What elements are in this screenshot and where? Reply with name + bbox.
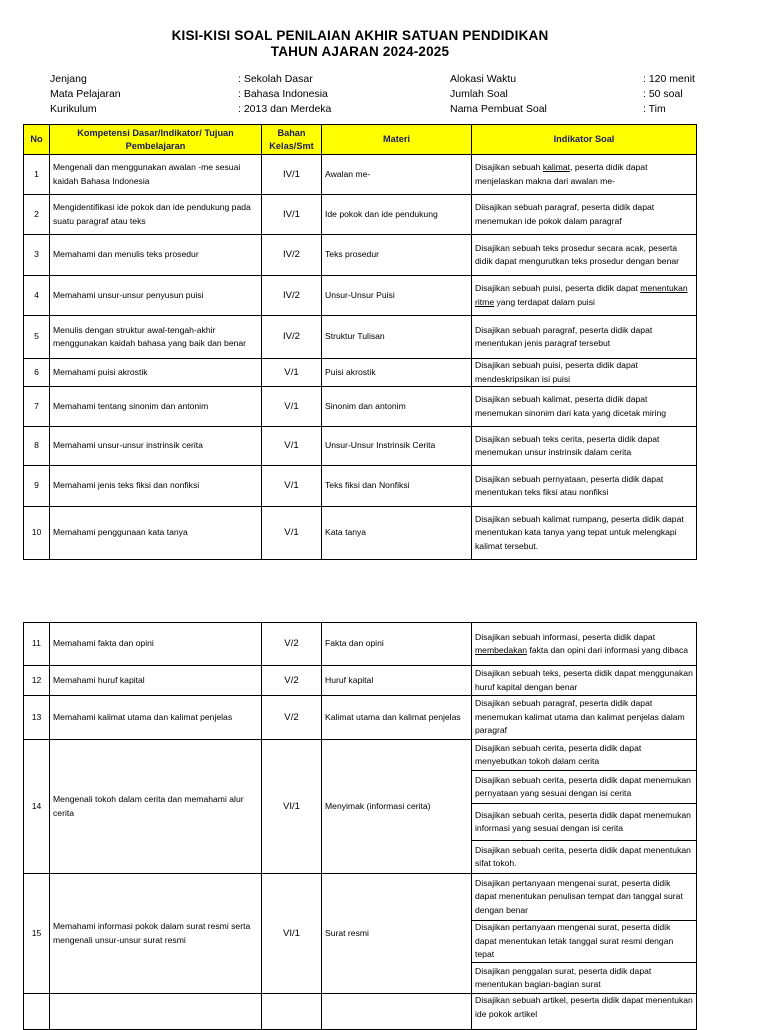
row-kelas: V/1 (262, 359, 322, 387)
header-indikator: Indikator Soal (472, 125, 697, 155)
row-no: 15 (24, 874, 50, 994)
row-materi: Unsur-Unsur Instrinsik Cerita (322, 427, 472, 466)
info-labels-left (50, 72, 121, 117)
row-indikator: Disajikan sebuah teks, peserta didik dapat menggunakan huruf kapital dengan benar (472, 666, 697, 696)
row-indikator: Disajikan sebuah teks prosedur secara acak, peserta didik dapat mengurutkan teks prosedur dengan benar (472, 235, 697, 276)
table-row (24, 874, 697, 921)
indikator-text: Disajikan sebuah puisi, peserta didik dapat (475, 283, 641, 293)
row-kelas: IV/1 (262, 155, 322, 195)
row-kelas: V/2 (262, 666, 322, 696)
row-no: 7 (24, 387, 50, 427)
table-row (24, 696, 697, 740)
row-materi: Unsur-Unsur Puisi (322, 276, 472, 316)
info-value: : Tim (643, 103, 666, 115)
row-no: 5 (24, 316, 50, 359)
row-materi: Puisi akrostik (322, 359, 472, 387)
row-kelas: V/1 (262, 507, 322, 560)
info-values-right (643, 72, 695, 117)
info-value: : Bahasa Indonesia (238, 88, 328, 100)
row-indikator: Disajikan sebuah cerita, peserta didik dapat menemukan informasi yang sesuai dengan isi cerita (472, 804, 697, 841)
info-values-left (238, 72, 331, 117)
row-indikator: Disajikan sebuah cerita, peserta didik dapat menemukan pernyataan yang sesuai dengan isi cerita (472, 771, 697, 804)
row-indikator: Disajikan sebuah puisi, peserta didik dapat mendeskripsikan isi puisi (472, 359, 697, 387)
row-kompetensi: Memahami jenis teks fiksi dan nonfiksi (50, 466, 262, 507)
info-value: : 50 soal (643, 88, 683, 100)
indikator-underlined: menentukan ritme (475, 283, 688, 307)
table-row (24, 427, 697, 466)
table-row (24, 276, 697, 316)
indikator-underlined: kalimat (542, 162, 571, 172)
row-kelas: VI/1 (262, 740, 322, 874)
row-indikator: Disajikan pertanyaan mengenai surat, peserta didik dapat menentukan penulisan tempat dan tanggal surat dengan benar (472, 874, 697, 921)
row-materi: Sinonim dan antonim (322, 387, 472, 427)
row-no: 14 (24, 740, 50, 874)
row-kompetensi: Memahami fakta dan opini (50, 623, 262, 666)
row-kompetensi: Mengidentifikasi ide pokok dan ide pendukung pada suatu paragraf atau teks (50, 195, 262, 235)
info-value: : Sekolah Dasar (238, 73, 313, 85)
row-no: 6 (24, 359, 50, 387)
row-kompetensi: Memahami unsur-unsur penyusun puisi (50, 276, 262, 316)
kisi-kisi-table-2 (23, 622, 697, 1030)
header-materi: Materi (322, 125, 472, 155)
row-materi: Huruf kapital (322, 666, 472, 696)
row-no: 11 (24, 623, 50, 666)
row-indikator (472, 623, 697, 666)
header-kompetensi: Kompetensi Dasar/Indikator/ Tujuan Pembelajaran (50, 125, 262, 155)
row-kelas: IV/2 (262, 235, 322, 276)
row-materi: Kata tanya (322, 507, 472, 560)
indikator-underlined: membedakan (475, 645, 528, 655)
row-kompetensi: Mengenali dan menggunakan awalan -me sesuai kaidah Bahasa Indonesia (50, 155, 262, 195)
info-value: : 2013 dan Merdeka (238, 103, 332, 115)
row-indikator: Diisajikan sebuah paragraf, peserta didik dapat menemukan ide pokok dalam paragraf (472, 195, 697, 235)
row-indikator: Disajikan sebuah cerita, peserta didik dapat menyebutkan tokoh dalam cerita (472, 740, 697, 771)
indikator-text: , peserta didik dapat menjelaskan makna dari awalan me- (475, 162, 648, 186)
row-indikator: Disajikan sebuah paragraf, peserta didik dapat menentukan jenis paragraf tersebut (472, 316, 697, 359)
header-no: No (24, 125, 50, 155)
row-kelas: V/1 (262, 387, 322, 427)
row-materi: Kalimat utama dan kalimat penjelas (322, 696, 472, 740)
info-value: : 120 menit (643, 73, 695, 85)
indikator-text: Disajikan sebuah (475, 162, 543, 172)
table-row (24, 155, 697, 195)
row-indikator: Disajikan sebuah paragraf, peserta didik dapat menemukan kalimat utama dan kalimat penjelas dalam paragraf (472, 696, 697, 740)
row-no: 9 (24, 466, 50, 507)
row-kompetensi: Menulis dengan struktur awal-tengah-akhir menggunakan kaidah bahasa yang baik dan benar (50, 316, 262, 359)
row-kelas: V/2 (262, 623, 322, 666)
table-row (24, 359, 697, 387)
table-row (24, 623, 697, 666)
row-kompetensi: Mengenali tokoh dalam cerita dan memahami alur cerita (50, 740, 262, 874)
indikator-text: Disajikan sebuah informasi, peserta didik dapat (475, 631, 656, 642)
table-row (24, 507, 697, 560)
row-no (24, 994, 50, 1030)
row-materi: Menyimak (informasi cerita) (322, 740, 472, 874)
table-header-row (24, 125, 697, 155)
row-no: 3 (24, 235, 50, 276)
row-indikator: Disajikan sebuah pernyataan, peserta didik dapat menentukan teks fiksi atau nonfiksi (472, 466, 697, 507)
row-kompetensi: Memahami tentang sinonim dan antonim (50, 387, 262, 427)
row-kompetensi: Memahami informasi pokok dalam surat resmi serta mengenali unsur-unsur surat resmi (50, 874, 262, 994)
table-row (24, 666, 697, 696)
document-subtitle: TAHUN AJARAN 2024-2025 (270, 44, 450, 59)
table-row (24, 466, 697, 507)
row-kompetensi: Memahami kalimat utama dan kalimat penjelas (50, 696, 262, 740)
row-indikator: Disajikan sebuah cerita, peserta didik dapat menentukan sifat tokoh. (472, 841, 697, 874)
table-row (24, 235, 697, 276)
row-materi: Awalan me- (322, 155, 472, 195)
row-no: 4 (24, 276, 50, 316)
info-label: Alokasi Waktu (450, 73, 517, 85)
row-kelas: VI/1 (262, 874, 322, 994)
row-kompetensi: Memahami penggunaan kata tanya (50, 507, 262, 560)
row-no: 13 (24, 696, 50, 740)
row-no: 10 (24, 507, 50, 560)
row-indikator: Disajikan pertanyaan mengenai surat, peserta didik dapat menentukan letak tanggal surat resmi dengan tepat (472, 921, 697, 963)
row-no: 8 (24, 427, 50, 466)
row-kompetensi (50, 994, 262, 1030)
document-title: KISI-KISI SOAL PENILAIAN AKHIR SATUAN PENDIDIKAN (171, 28, 549, 43)
row-no: 1 (24, 155, 50, 195)
table-row (24, 195, 697, 235)
row-materi: Teks fiksi dan Nonfiksi (322, 466, 472, 507)
row-no: 12 (24, 666, 50, 696)
row-kompetensi: Memahami dan menulis teks prosedur (50, 235, 262, 276)
row-kompetensi: Memahami unsur-unsur instrinsik cerita (50, 427, 262, 466)
row-kelas: V/1 (262, 427, 322, 466)
row-materi: Surat resmi (322, 874, 472, 994)
row-kelas: IV/2 (262, 316, 322, 359)
row-kelas: V/2 (262, 696, 322, 740)
info-labels-right (450, 72, 547, 117)
row-kelas: IV/1 (262, 195, 322, 235)
row-indikator: Disajikan sebuah artikel, peserta didik dapat menentukan ide pokok artikel (472, 994, 697, 1030)
row-kelas (262, 994, 322, 1030)
row-materi: Ide pokok dan ide pendukung (322, 195, 472, 235)
row-materi: Struktur Tulisan (322, 316, 472, 359)
row-kompetensi: Memahami puisi akrostik (50, 359, 262, 387)
row-kompetensi: Memahami huruf kapital (50, 666, 262, 696)
row-indikator (472, 276, 697, 316)
info-label: Jumlah Soal (450, 88, 508, 100)
row-no: 2 (24, 195, 50, 235)
indikator-text: yang terdapat dalam puisi (494, 296, 595, 307)
row-indikator: Disajikan sebuah kalimat, peserta didik dapat menemukan sinonim dari kata yang dicetak miring (472, 387, 697, 427)
info-label: Kurikulum (50, 103, 97, 115)
row-indikator: Disajikan sebuah teks cerita, peserta didik dapat menemukan unsur instrinsik dalam cerita (472, 427, 697, 466)
row-materi: Fakta dan opini (322, 623, 472, 666)
row-indikator (472, 155, 697, 195)
table-row (24, 316, 697, 359)
info-label: Mata Pelajaran (50, 88, 121, 100)
info-label: Jenjang (50, 73, 87, 85)
table-row (24, 387, 697, 427)
kisi-kisi-table-1 (23, 124, 697, 560)
row-kelas: IV/2 (262, 276, 322, 316)
row-materi (322, 994, 472, 1030)
indikator-text: fakta dan opini dari informasi yang dibaca (527, 645, 689, 655)
row-materi: Teks prosedur (322, 235, 472, 276)
row-kelas: V/1 (262, 466, 322, 507)
row-indikator: Disajikan sebuah kalimat rumpang, peserta didik dapat menentukan kata tanya yang tepat untuk melengkapi kalimat tersebut. (472, 507, 697, 560)
info-label: Nama Pembuat Soal (450, 103, 547, 115)
row-indikator: Disajikan penggalan surat, peserta didik dapat menentukan bagian-bagian surat (472, 963, 697, 994)
header-kelas: Bahan Kelas/Smt (262, 125, 322, 155)
table-row (24, 994, 697, 1030)
table-row (24, 740, 697, 771)
